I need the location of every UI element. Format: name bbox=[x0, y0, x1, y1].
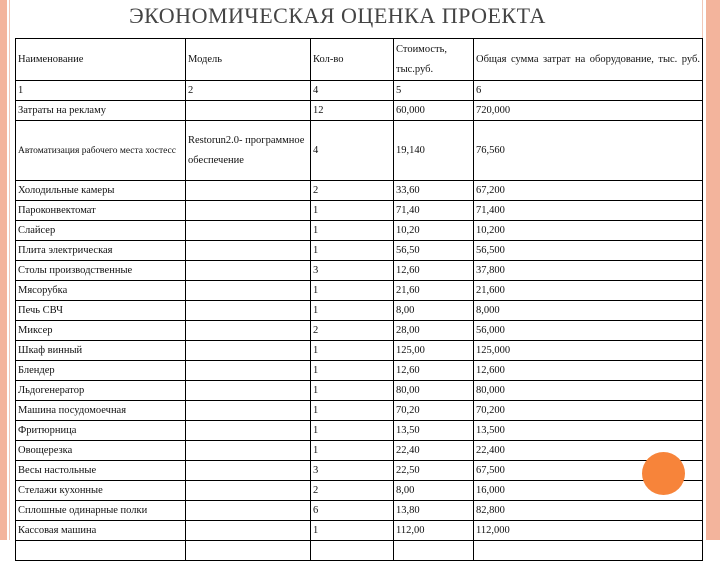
cell-name: Весы настольные bbox=[16, 461, 186, 481]
cell-total: 16,000 bbox=[474, 481, 703, 501]
table-row bbox=[16, 261, 703, 281]
cell-qty: 1 bbox=[311, 201, 394, 221]
cell-qty: 2 bbox=[311, 321, 394, 341]
cell-qty: 3 bbox=[311, 261, 394, 281]
cell-qty: 1 bbox=[311, 381, 394, 401]
cell-cost: 12,60 bbox=[394, 361, 474, 381]
cell-name: Кассовая машина bbox=[16, 521, 186, 541]
cell-qty: 6 bbox=[311, 501, 394, 521]
cell-name: Плита электрическая bbox=[16, 241, 186, 261]
cell-total: 70,200 bbox=[474, 401, 703, 421]
cell-name: Машина посудомоечная bbox=[16, 401, 186, 421]
cell-name: Сплошные одинарные полки bbox=[16, 501, 186, 521]
cell-model bbox=[186, 181, 311, 201]
table-index-row bbox=[16, 81, 703, 101]
cell-total: 37,800 bbox=[474, 261, 703, 281]
table-row bbox=[16, 401, 703, 421]
table-row bbox=[16, 541, 703, 561]
table-row bbox=[16, 121, 703, 181]
cell-name: Льдогенератор bbox=[16, 381, 186, 401]
cell-qty: 4 bbox=[311, 121, 394, 181]
cell-cost: 33,60 bbox=[394, 181, 474, 201]
header-qty: Кол-во bbox=[311, 39, 394, 81]
cell-cost: 10,20 bbox=[394, 221, 474, 241]
table-row bbox=[16, 321, 703, 341]
cell-model bbox=[186, 221, 311, 241]
cell-cost: 12,60 bbox=[394, 261, 474, 281]
cell-name: Холодильные камеры bbox=[16, 181, 186, 201]
cell-total: 56,500 bbox=[474, 241, 703, 261]
cell-qty: 1 bbox=[311, 221, 394, 241]
table-row bbox=[16, 501, 703, 521]
cell-qty: 1 bbox=[311, 241, 394, 261]
header-cost: Стоимость, тыс.руб. bbox=[394, 39, 474, 81]
cell-total: 125,000 bbox=[474, 341, 703, 361]
cell-model bbox=[186, 341, 311, 361]
cell-name: Печь СВЧ bbox=[16, 301, 186, 321]
index-cell: 1 bbox=[16, 81, 186, 101]
cell-name: Пароконвектомат bbox=[16, 201, 186, 221]
slide-frame-right bbox=[706, 0, 720, 540]
table-row bbox=[16, 301, 703, 321]
cell-model bbox=[186, 101, 311, 121]
cell-cost: 70,20 bbox=[394, 401, 474, 421]
cell-name: Столы производственные bbox=[16, 261, 186, 281]
cell-total: 67,500 bbox=[474, 461, 703, 481]
cell-total: 13,500 bbox=[474, 421, 703, 441]
cell-model bbox=[186, 201, 311, 221]
cell-total: 76,560 bbox=[474, 121, 703, 181]
cell-qty: 1 bbox=[311, 441, 394, 461]
cell-qty: 1 bbox=[311, 301, 394, 321]
cell-name: Автоматизация рабочего места хостесс bbox=[16, 121, 186, 181]
cell-cost bbox=[394, 541, 474, 561]
cell-total: 82,800 bbox=[474, 501, 703, 521]
table-row bbox=[16, 241, 703, 261]
cell-cost: 22,50 bbox=[394, 461, 474, 481]
table-header-row bbox=[16, 39, 703, 81]
cell-qty: 1 bbox=[311, 521, 394, 541]
cell-name: Миксер bbox=[16, 321, 186, 341]
cell-cost: 28,00 bbox=[394, 321, 474, 341]
cell-total: 67,200 bbox=[474, 181, 703, 201]
cell-total: 112,000 bbox=[474, 521, 703, 541]
index-cell: 5 bbox=[394, 81, 474, 101]
cost-table bbox=[15, 38, 703, 561]
cell-cost: 13,50 bbox=[394, 421, 474, 441]
index-cell: 4 bbox=[311, 81, 394, 101]
cell-total: 80,000 bbox=[474, 381, 703, 401]
cell-qty: 2 bbox=[311, 481, 394, 501]
cell-cost: 22,40 bbox=[394, 441, 474, 461]
table-row bbox=[16, 441, 703, 461]
cell-name: Фритюрница bbox=[16, 421, 186, 441]
slide-frame-line-left bbox=[9, 0, 10, 540]
cell-cost: 71,40 bbox=[394, 201, 474, 221]
cell-cost: 60,000 bbox=[394, 101, 474, 121]
cell-model bbox=[186, 541, 311, 561]
cell-model: Restorun2.0- программное обеспечение bbox=[186, 121, 311, 181]
cell-model bbox=[186, 241, 311, 261]
cell-cost: 21,60 bbox=[394, 281, 474, 301]
table-row bbox=[16, 101, 703, 121]
slide-frame-left bbox=[0, 0, 7, 540]
cell-name: Блендер bbox=[16, 361, 186, 381]
table-row bbox=[16, 361, 703, 381]
cell-model bbox=[186, 281, 311, 301]
cell-total: 12,600 bbox=[474, 361, 703, 381]
cell-cost: 19,140 bbox=[394, 121, 474, 181]
table-row bbox=[16, 341, 703, 361]
cell-model bbox=[186, 461, 311, 481]
cell-cost: 112,00 bbox=[394, 521, 474, 541]
cell-name: Шкаф винный bbox=[16, 341, 186, 361]
cell-total bbox=[474, 541, 703, 561]
index-cell: 6 bbox=[474, 81, 703, 101]
decorative-orange-circle bbox=[642, 452, 685, 495]
cell-total: 720,000 bbox=[474, 101, 703, 121]
cell-qty: 1 bbox=[311, 281, 394, 301]
cell-model bbox=[186, 521, 311, 541]
table-row bbox=[16, 281, 703, 301]
cell-name: Затраты на рекламу bbox=[16, 101, 186, 121]
cell-cost: 13,80 bbox=[394, 501, 474, 521]
table-row bbox=[16, 421, 703, 441]
cell-qty: 1 bbox=[311, 421, 394, 441]
cell-total: 22,400 bbox=[474, 441, 703, 461]
cell-qty: 1 bbox=[311, 341, 394, 361]
cell-name: Слайсер bbox=[16, 221, 186, 241]
cell-name bbox=[16, 541, 186, 561]
cell-cost: 80,00 bbox=[394, 381, 474, 401]
cell-cost: 8,00 bbox=[394, 301, 474, 321]
cell-model bbox=[186, 321, 311, 341]
cell-model bbox=[186, 501, 311, 521]
cell-model bbox=[186, 361, 311, 381]
table-row bbox=[16, 201, 703, 221]
cell-name: Стелажи кухонные bbox=[16, 481, 186, 501]
cell-qty: 1 bbox=[311, 401, 394, 421]
cell-name: Овощерезка bbox=[16, 441, 186, 461]
cell-name: Мясорубка bbox=[16, 281, 186, 301]
cell-qty bbox=[311, 541, 394, 561]
header-name: Наименование bbox=[16, 39, 186, 81]
cell-qty: 3 bbox=[311, 461, 394, 481]
cell-model bbox=[186, 441, 311, 461]
cell-cost: 125,00 bbox=[394, 341, 474, 361]
table-row bbox=[16, 481, 703, 501]
table-row bbox=[16, 521, 703, 541]
cell-model bbox=[186, 481, 311, 501]
cell-qty: 2 bbox=[311, 181, 394, 201]
cell-model bbox=[186, 401, 311, 421]
cell-qty: 1 bbox=[311, 361, 394, 381]
cell-total: 56,000 bbox=[474, 321, 703, 341]
table-row bbox=[16, 181, 703, 201]
cell-total: 10,200 bbox=[474, 221, 703, 241]
header-total: Общая сумма затрат на оборудование, тыс. руб. bbox=[474, 39, 703, 81]
cell-model bbox=[186, 421, 311, 441]
cell-model bbox=[186, 301, 311, 321]
table-row bbox=[16, 381, 703, 401]
cell-cost: 56,50 bbox=[394, 241, 474, 261]
cell-total: 71,400 bbox=[474, 201, 703, 221]
cell-qty: 12 bbox=[311, 101, 394, 121]
cell-total: 8,000 bbox=[474, 301, 703, 321]
cell-total: 21,600 bbox=[474, 281, 703, 301]
cell-model bbox=[186, 261, 311, 281]
table-row bbox=[16, 221, 703, 241]
index-cell: 2 bbox=[186, 81, 311, 101]
slide-title: ЭКОНОМИЧЕСКАЯ ОЦЕНКА ПРОЕКТА bbox=[129, 3, 546, 28]
cell-cost: 8,00 bbox=[394, 481, 474, 501]
table-row bbox=[16, 461, 703, 481]
header-model: Модель bbox=[186, 39, 311, 81]
cell-model bbox=[186, 381, 311, 401]
